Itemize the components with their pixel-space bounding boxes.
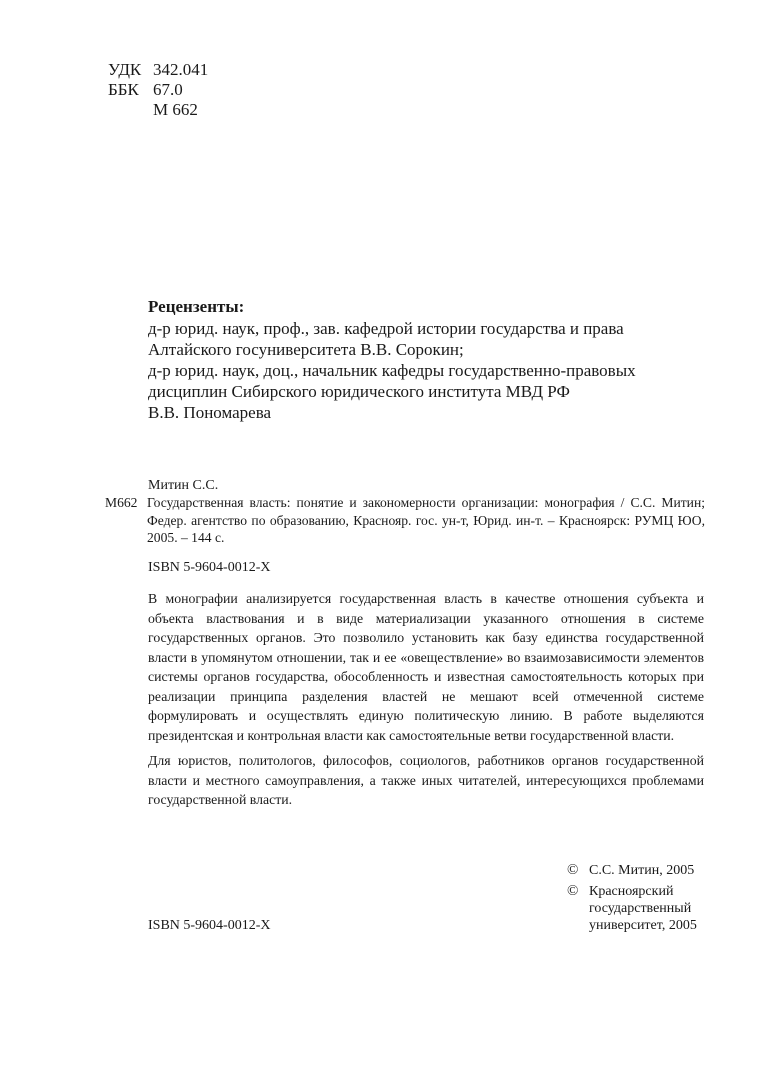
reviewers-heading: Рецензенты: xyxy=(148,297,245,316)
copyright-row-university xyxy=(567,883,697,934)
annotation-audience: Для юристов, политологов, философов, социологов, работников органов государственной власти и местного самоуправления, а также иных читателей, интересующихся проблемами государственной власти. xyxy=(148,753,704,807)
annotation-paragraph: В монографии анализируется государственная власть в качестве отношения субъекта и объекта властвования и в виде материализации указанного отношения в системе государственных органов. Это позволило установить как базу единства государственной власти в упомянутом отношении, так и ее «овеществление» во взаимозависимости элементов системы органов государства, обособленность и известная самостоятельность которых при реализации принципа разделения властей не мешают всей отмеченной системе формулировать и осуществлять единую политическую линию. В работе выделяются президентская и контрольная власти как самостоятельные ветви государственной власти. xyxy=(148,591,704,743)
copyright-holder-line: государственный xyxy=(589,901,692,916)
udk-value: 342.041 xyxy=(153,60,209,79)
catalog-card xyxy=(105,494,705,547)
reviewer-line: дисциплин Сибирского юридического института МВД РФ xyxy=(148,382,570,401)
copyright-holder-author: С.С. Митин, 2005 xyxy=(589,863,695,878)
reviewer-line: д-р юрид. наук, доц., начальник кафедры государственно-правовых xyxy=(148,361,636,380)
catalog-isbn: ISBN 5-9604-0012-X xyxy=(148,560,271,575)
bbk-label: ББК xyxy=(108,80,139,99)
author-mark: М 662 xyxy=(153,100,198,119)
reviewer-line: В.В. Пономарева xyxy=(148,403,272,422)
copyright-block xyxy=(567,862,697,938)
annotation xyxy=(148,589,704,810)
copyright-holder-line: университет, 2005 xyxy=(589,918,697,933)
bbk-row xyxy=(108,80,208,100)
catalog-description: Государственная власть: понятие и закономерности организации: монография / С.С. Митин; Федер. агентство по образованию, Краснояр. гос. ун-т, Юрид. ин-т. – Красноярск: РУМЦ ЮО, 2005. – 144 с. xyxy=(147,495,705,545)
udk-label: УДК xyxy=(108,60,142,79)
bbk-value: 67.0 xyxy=(153,80,183,99)
classification-codes xyxy=(108,60,208,120)
copyright-row-author xyxy=(567,862,697,879)
reviewer-line: Алтайского госуниверситета В.В. Сорокин; xyxy=(148,340,464,359)
reviewer-line: д-р юрид. наук, проф., зав. кафедрой истории государства и права xyxy=(148,319,624,338)
reviewers-block xyxy=(148,296,636,423)
udk-row xyxy=(108,60,208,80)
copyright-holder-line: Красноярский xyxy=(589,884,674,899)
catalog-code: М662 xyxy=(105,495,138,510)
copyright-holder-university xyxy=(589,883,697,934)
catalog-author: Митин С.С. xyxy=(148,478,219,493)
copyright-icon: © xyxy=(567,862,579,878)
copyright-icon: © xyxy=(567,883,579,899)
isbn-bottom: ISBN 5-9604-0012-X xyxy=(148,918,271,933)
